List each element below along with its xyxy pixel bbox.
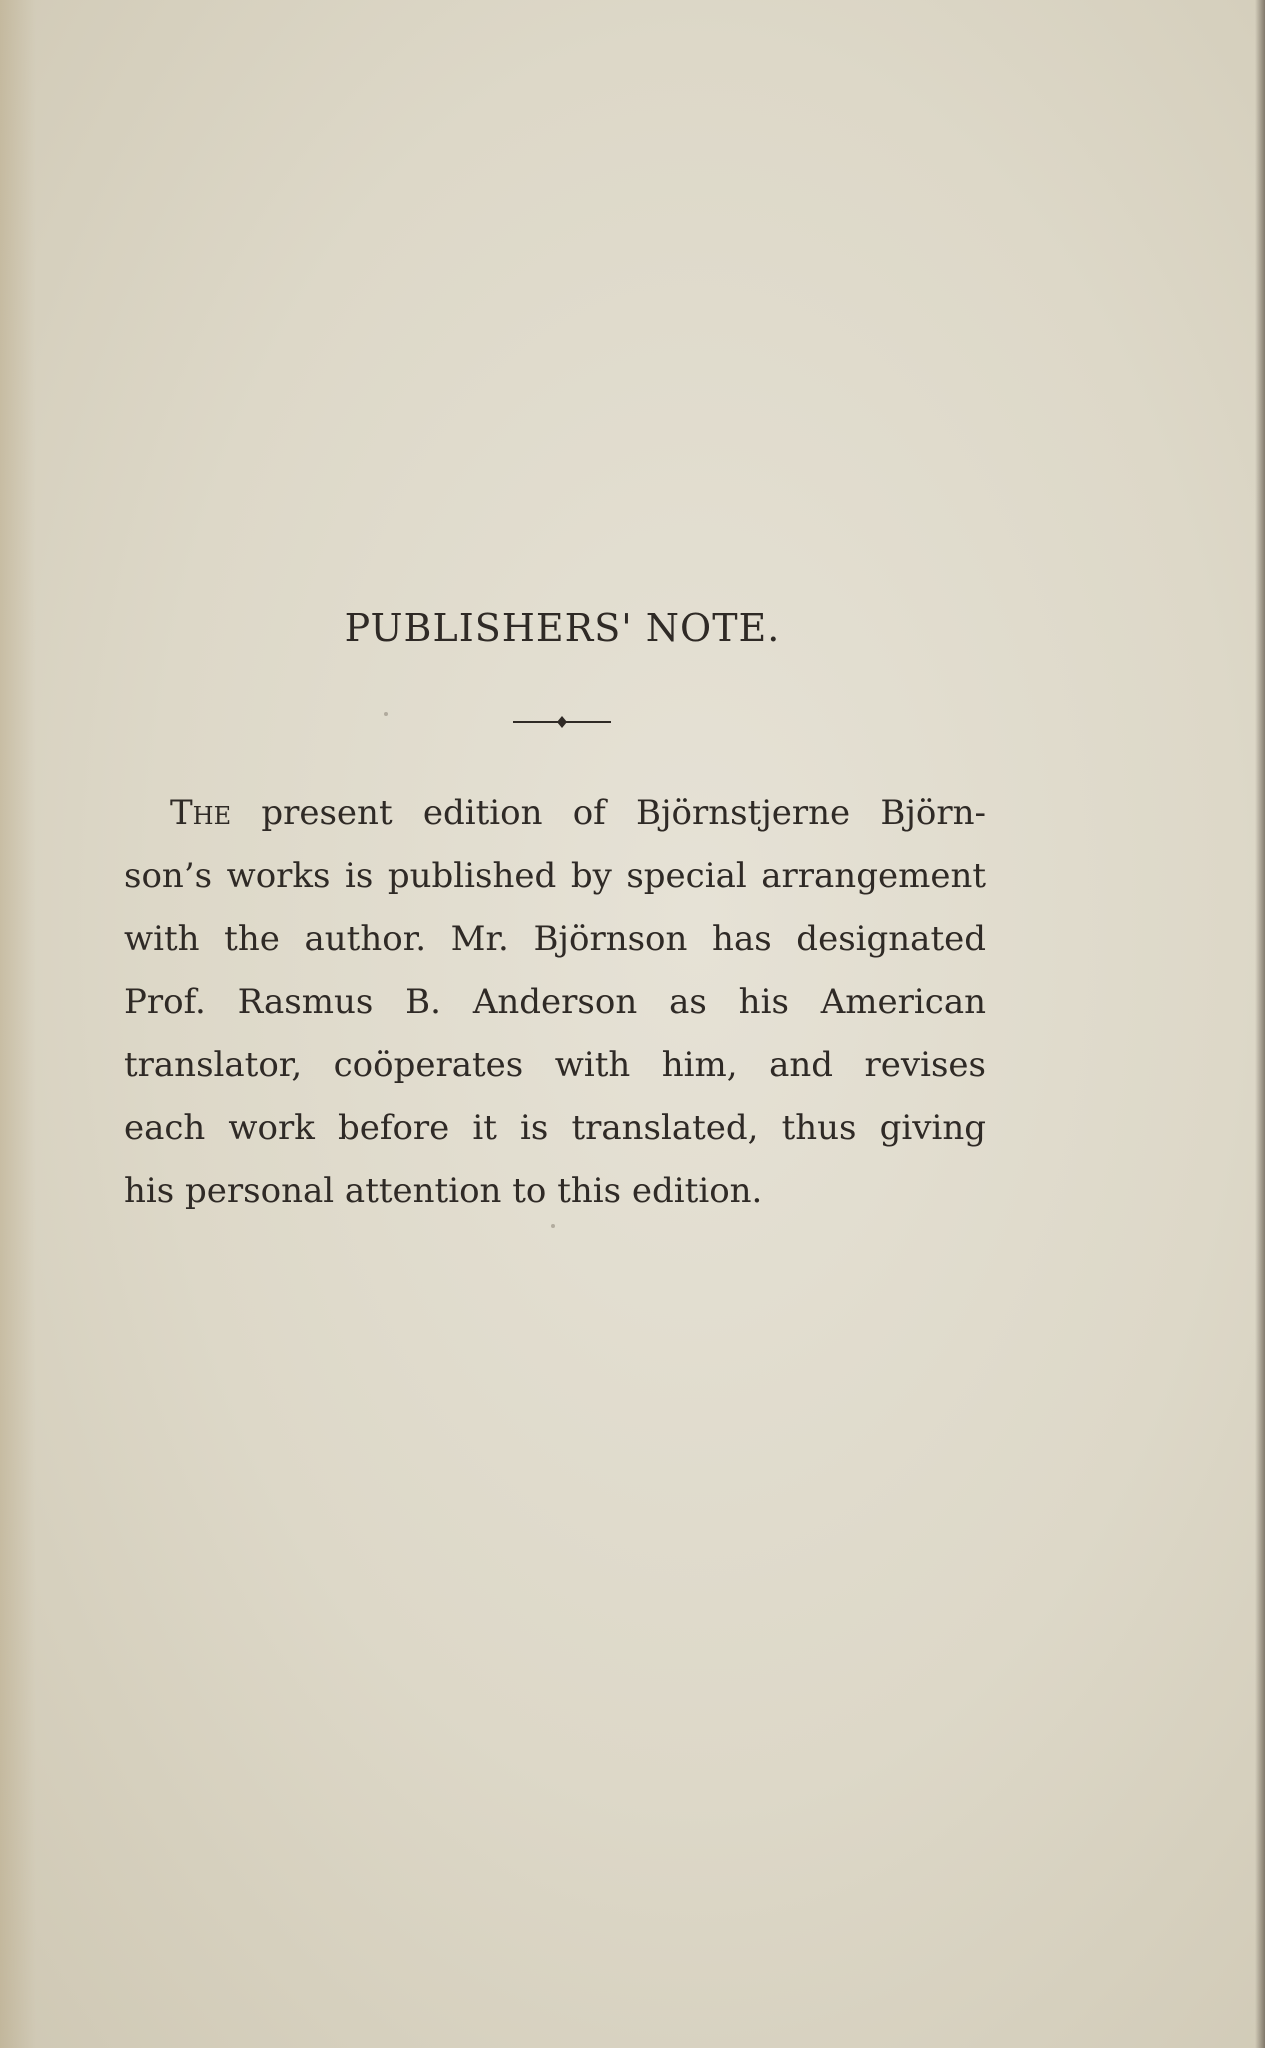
paragraph-line-text: present edition of Björnstjerne Björn- bbox=[231, 793, 986, 833]
paragraph-line: translator, coöperates with him, and revises bbox=[124, 1045, 986, 1085]
page-title: PUBLISHERS' NOTE. bbox=[344, 606, 781, 650]
paper-fleck bbox=[551, 1224, 555, 1228]
paragraph-line: each work before it is translated, thus giving bbox=[124, 1108, 986, 1148]
paragraph-lead-word: The bbox=[170, 793, 232, 833]
ornament-divider-icon bbox=[513, 712, 611, 732]
paragraph-line: with the author. Mr. Björnson has designated bbox=[124, 919, 986, 959]
paragraph-line: son’s works is published by special arrangement bbox=[124, 856, 986, 896]
paragraph-line bbox=[124, 782, 986, 845]
paragraph-line: Prof. Rasmus B. Anderson as his American bbox=[124, 982, 986, 1022]
publishers-note-paragraph bbox=[124, 782, 986, 1223]
paragraph-line: his personal attention to this edition. bbox=[124, 1171, 763, 1211]
paper-fleck bbox=[384, 712, 388, 716]
